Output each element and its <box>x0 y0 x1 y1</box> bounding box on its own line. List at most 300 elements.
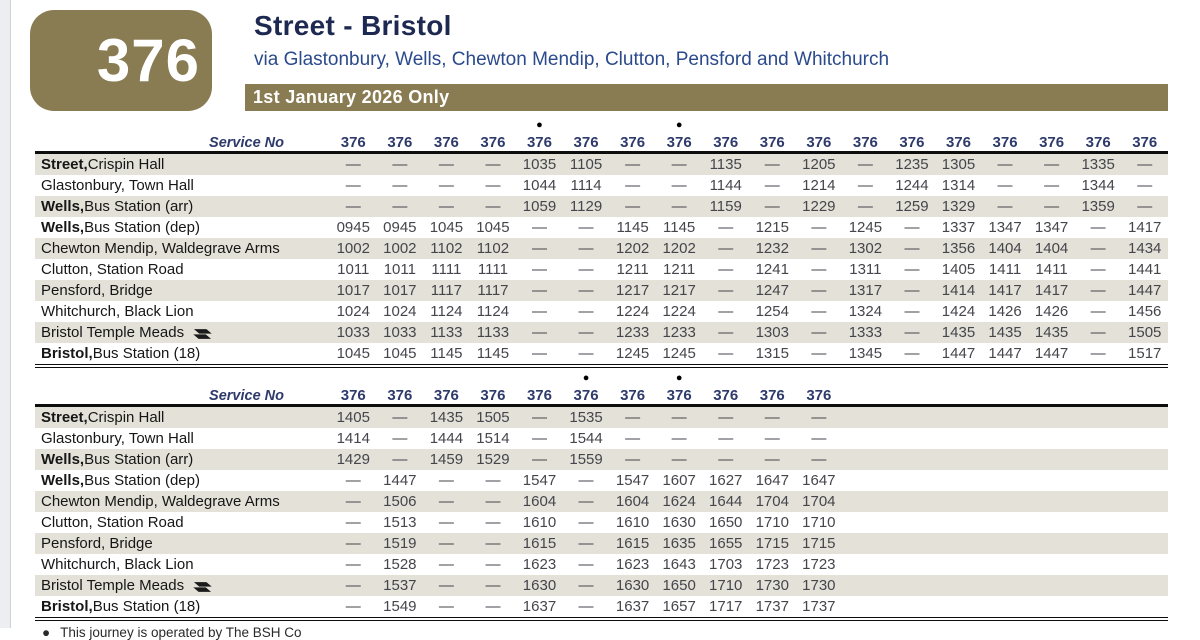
time-cell: 1347 <box>1034 219 1069 236</box>
service-number: 376 <box>526 134 552 151</box>
time-cell: — <box>904 261 920 278</box>
time-cell: — <box>578 282 594 299</box>
time-cell: 1045 <box>336 345 370 362</box>
time-cell: — <box>578 577 594 594</box>
service-number: 376 <box>1132 134 1158 151</box>
time-cell: 1517 <box>1128 345 1162 362</box>
time-cell: 1424 <box>941 303 976 320</box>
time-cell: — <box>1090 240 1106 257</box>
time-cell: 1447 <box>1034 345 1069 362</box>
time-cell: 1017 <box>383 282 417 299</box>
time-cell: — <box>671 198 687 215</box>
time-cell: 1435 <box>1034 324 1069 341</box>
time-cell: 1737 <box>755 598 789 615</box>
time-cell: — <box>764 430 780 447</box>
stop-row <box>35 217 1168 238</box>
time-cell: — <box>578 324 594 341</box>
time-cell: — <box>531 409 547 426</box>
time-cell: 1644 <box>709 493 743 510</box>
service-no-cell <box>796 119 843 151</box>
stop-name <box>35 493 330 510</box>
time-cell: — <box>578 261 594 278</box>
service-number: 376 <box>340 387 366 404</box>
time-cell: — <box>625 430 641 447</box>
time-cell: 1145 <box>476 345 510 362</box>
time-cell: — <box>811 282 827 299</box>
stop-name <box>35 430 330 447</box>
footnote-text: This journey is operated by The BSH Co <box>60 625 302 640</box>
service-no-row <box>35 371 1168 407</box>
time-cell: — <box>997 198 1013 215</box>
time-cell: 1145 <box>430 345 463 362</box>
service-no-label: Service No <box>209 135 284 151</box>
service-no-row <box>35 118 1168 154</box>
stop-name-rest: Pensford, Bridge <box>41 535 153 552</box>
time-cell: — <box>531 345 547 362</box>
service-no-cell <box>1028 119 1075 151</box>
stop-name-rest: Chewton Mendip, Waldegrave Arms <box>41 240 280 257</box>
time-cell: — <box>857 156 873 173</box>
time-cell: — <box>857 177 873 194</box>
time-cell: 1627 <box>709 472 743 489</box>
time-cell: — <box>718 240 734 257</box>
stop-name-bold: Wells, <box>41 451 85 468</box>
time-cell: — <box>438 198 454 215</box>
stop-row <box>35 512 1168 533</box>
time-cell: 1635 <box>662 535 696 552</box>
time-cell: 1235 <box>895 156 929 173</box>
time-cell: — <box>345 198 361 215</box>
stop-name <box>35 282 330 299</box>
time-cell: — <box>811 430 827 447</box>
time-cell: 1233 <box>615 324 650 341</box>
time-cell: — <box>345 535 361 552</box>
time-cell: 1529 <box>476 451 510 468</box>
stop-row <box>35 596 1168 617</box>
time-cell: 0945 <box>336 219 370 236</box>
stop-name-rest: Bus Station (arr) <box>84 198 194 215</box>
time-cell: — <box>671 177 687 194</box>
stop-name <box>35 598 330 615</box>
stop-name <box>35 198 330 215</box>
time-cell: 1214 <box>802 177 836 194</box>
time-cell: 1329 <box>941 198 976 215</box>
stop-name <box>35 345 330 362</box>
time-cell: — <box>578 345 594 362</box>
stop-name-bold: Wells, <box>41 472 85 489</box>
time-cell: — <box>392 156 408 173</box>
time-cell: — <box>1044 198 1060 215</box>
stop-name <box>35 177 330 194</box>
time-cell: 1657 <box>662 598 696 615</box>
stop-name-rest: Bus Station (18) <box>92 598 201 615</box>
stop-row <box>35 196 1168 217</box>
stop-row <box>35 343 1168 364</box>
time-cell: 1259 <box>895 198 929 215</box>
time-cell: 1604 <box>615 493 650 510</box>
time-cell: 1133 <box>430 324 463 341</box>
time-cell: — <box>625 409 641 426</box>
time-cell: 1144 <box>709 177 742 194</box>
time-cell: — <box>718 451 734 468</box>
time-cell: — <box>531 430 547 447</box>
service-no-cell <box>1075 119 1122 151</box>
stop-name-rest: Bus Station (18) <box>92 345 201 362</box>
time-cell: — <box>392 430 408 447</box>
time-cell: — <box>578 493 594 510</box>
time-cell: 1604 <box>522 493 557 510</box>
service-number: 376 <box>1085 134 1111 151</box>
time-cell: 1102 <box>430 240 463 257</box>
time-cell: 1441 <box>1128 261 1162 278</box>
time-cell: — <box>392 177 408 194</box>
time-cell: 0945 <box>383 219 417 236</box>
time-cell: 1426 <box>988 303 1022 320</box>
stop-row <box>35 491 1168 512</box>
service-number: 376 <box>806 387 832 404</box>
time-cell: 1232 <box>755 240 789 257</box>
time-cell: 1723 <box>755 556 789 573</box>
time-cell: 1311 <box>849 261 882 278</box>
stop-row <box>35 154 1168 175</box>
time-cell: 1303 <box>755 324 789 341</box>
time-cell: — <box>718 282 734 299</box>
stop-row <box>35 449 1168 470</box>
service-no-cell <box>982 119 1029 151</box>
time-cell: 1704 <box>802 493 836 510</box>
time-cell: — <box>764 177 780 194</box>
time-cell: 1704 <box>755 493 789 510</box>
time-cell: — <box>857 198 873 215</box>
time-cell: 1217 <box>662 282 696 299</box>
time-cell: 1344 <box>1081 177 1115 194</box>
time-cell: 1710 <box>802 514 836 531</box>
time-cell: 1333 <box>848 324 883 341</box>
stop-name-rest: Whitchurch, Black Lion <box>41 556 194 573</box>
time-cell: 1610 <box>522 514 557 531</box>
stop-name <box>35 577 330 594</box>
time-cell: 1624 <box>662 493 696 510</box>
stop-name <box>35 324 330 341</box>
stop-row <box>35 407 1168 428</box>
time-cell: — <box>904 303 920 320</box>
time-cell: 1547 <box>522 472 557 489</box>
time-cell: — <box>345 514 361 531</box>
service-no-cell <box>423 372 470 404</box>
time-cell: 1102 <box>476 240 510 257</box>
time-cell: 1135 <box>709 156 742 173</box>
time-cell: 1411 <box>1035 261 1068 278</box>
service-no-cell <box>516 119 563 151</box>
service-no-cell <box>702 372 749 404</box>
time-cell: 1447 <box>1128 282 1162 299</box>
time-cell: — <box>671 430 687 447</box>
service-no-cell <box>609 119 656 151</box>
service-number: 376 <box>433 134 459 151</box>
stop-name <box>35 451 330 468</box>
stop-row <box>35 470 1168 491</box>
time-cell: — <box>1090 303 1106 320</box>
time-cell: 1417 <box>1034 282 1069 299</box>
time-cell: 1435 <box>988 324 1022 341</box>
time-cell: — <box>485 198 501 215</box>
service-number: 376 <box>759 387 785 404</box>
time-cell: — <box>438 472 454 489</box>
time-cell: — <box>578 514 594 531</box>
time-cell: — <box>718 219 734 236</box>
time-cell: 1405 <box>336 409 370 426</box>
service-number: 376 <box>713 134 739 151</box>
time-cell: 1444 <box>429 430 464 447</box>
time-cell: — <box>811 345 827 362</box>
time-cell: 1211 <box>616 261 649 278</box>
time-cell: — <box>718 324 734 341</box>
stop-name-rest: Bus Station (arr) <box>84 451 194 468</box>
time-cell: 1414 <box>336 430 370 447</box>
national-rail-icon <box>192 327 213 341</box>
time-cell: — <box>997 177 1013 194</box>
time-cell: 1411 <box>988 261 1022 278</box>
stop-name-rest: Clutton, Station Road <box>41 261 184 278</box>
time-cell: 1730 <box>755 577 789 594</box>
time-cell: — <box>904 345 920 362</box>
time-cell: — <box>1044 156 1060 173</box>
time-cell: — <box>531 303 547 320</box>
time-cell: 1737 <box>802 598 836 615</box>
time-cell: 1417 <box>988 282 1022 299</box>
time-cell: — <box>671 451 687 468</box>
time-cell: — <box>578 303 594 320</box>
service-no-cell <box>563 372 610 404</box>
time-cell: 1630 <box>662 514 696 531</box>
time-cell: 1447 <box>941 345 976 362</box>
stop-name-rest: Glastonbury, Town Hall <box>41 430 194 447</box>
time-cell: 1414 <box>941 282 976 299</box>
time-cell: 1044 <box>522 177 557 194</box>
time-cell: 1233 <box>662 324 696 341</box>
stop-row <box>35 301 1168 322</box>
time-cell: 1244 <box>895 177 929 194</box>
time-cell: — <box>811 409 827 426</box>
time-cell: 1017 <box>336 282 370 299</box>
stop-row <box>35 238 1168 259</box>
time-cell: 1650 <box>662 577 696 594</box>
route-via: via Glastonbury, Wells, Chewton Mendip, Clutton, Pensford and Whitchurch <box>254 49 890 70</box>
service-no-cell <box>749 372 796 404</box>
stop-name-bold: Street, <box>41 409 88 426</box>
stop-row <box>35 554 1168 575</box>
service-no-cell <box>702 119 749 151</box>
time-cell: 1615 <box>522 535 557 552</box>
time-cell: 1459 <box>429 451 464 468</box>
stop-name <box>35 409 330 426</box>
service-number: 376 <box>433 387 459 404</box>
time-cell: 1124 <box>476 303 510 320</box>
stop-name <box>35 219 330 236</box>
time-cell: 1254 <box>755 303 789 320</box>
stop-name-bold: Street, <box>41 156 88 173</box>
time-cell: 1505 <box>476 409 510 426</box>
time-cell: 1224 <box>662 303 696 320</box>
time-cell: 1519 <box>383 535 417 552</box>
time-cell: 1245 <box>615 345 650 362</box>
time-cell: — <box>1137 156 1153 173</box>
time-cell: — <box>485 493 501 510</box>
time-cell: 1359 <box>1081 198 1115 215</box>
time-cell: — <box>811 451 827 468</box>
time-cell: 1124 <box>430 303 463 320</box>
time-cell: 1024 <box>336 303 370 320</box>
time-cell: — <box>438 556 454 573</box>
time-cell: — <box>345 556 361 573</box>
time-cell: 1024 <box>383 303 417 320</box>
service-no-cell <box>470 372 517 404</box>
time-cell: — <box>438 577 454 594</box>
time-cell: 1717 <box>709 598 743 615</box>
time-cell: 1241 <box>755 261 789 278</box>
time-cell: 1033 <box>336 324 370 341</box>
time-cell: 1247 <box>755 282 789 299</box>
time-cell: 1229 <box>802 198 836 215</box>
time-cell: — <box>625 451 641 468</box>
time-cell: 1643 <box>662 556 696 573</box>
time-cell: 1111 <box>431 261 462 278</box>
service-number: 376 <box>713 387 739 404</box>
time-cell: — <box>811 324 827 341</box>
time-cell: 1429 <box>336 451 370 468</box>
time-cell: 1723 <box>802 556 836 573</box>
stop-name <box>35 556 330 573</box>
time-cell: — <box>438 177 454 194</box>
time-cell: — <box>764 451 780 468</box>
time-cell: 1630 <box>522 577 557 594</box>
timing-point-dot: ● <box>675 119 683 131</box>
stop-name <box>35 514 330 531</box>
time-cell: 1513 <box>383 514 417 531</box>
time-cell: 1345 <box>848 345 883 362</box>
time-cell: 1033 <box>383 324 417 341</box>
time-cell: — <box>904 324 920 341</box>
time-cell: 1117 <box>430 282 462 299</box>
service-number: 376 <box>387 134 413 151</box>
time-cell: 1528 <box>383 556 417 573</box>
time-cell: — <box>438 156 454 173</box>
service-no-cell <box>796 372 843 404</box>
time-cell: — <box>485 535 501 552</box>
time-cell: — <box>625 177 641 194</box>
service-number: 376 <box>666 387 692 404</box>
time-cell: 1426 <box>1034 303 1069 320</box>
timetable-section-afternoon <box>35 371 1168 621</box>
time-cell: — <box>438 493 454 510</box>
time-cell: 1145 <box>663 219 696 236</box>
time-cell: 1324 <box>848 303 883 320</box>
time-cell: 1145 <box>616 219 649 236</box>
stop-name <box>35 156 330 173</box>
stop-row <box>35 322 1168 343</box>
time-cell: — <box>578 535 594 552</box>
time-cell: — <box>764 198 780 215</box>
time-cell: — <box>1090 282 1106 299</box>
service-no-cell <box>330 372 377 404</box>
time-cell: 1317 <box>848 282 883 299</box>
stop-name-rest: Crispin Hall <box>87 156 165 173</box>
time-cell: — <box>345 177 361 194</box>
time-cell: 1404 <box>1034 240 1069 257</box>
stop-name-bold: Bristol, <box>41 598 93 615</box>
time-cell: 1537 <box>383 577 417 594</box>
time-cell: 1211 <box>663 261 696 278</box>
service-no-cell <box>377 372 424 404</box>
service-number: 376 <box>992 134 1018 151</box>
time-cell: 1710 <box>755 514 789 531</box>
time-cell: — <box>578 219 594 236</box>
time-cell: 1549 <box>383 598 417 615</box>
time-cell: — <box>345 577 361 594</box>
time-cell: 1623 <box>522 556 557 573</box>
time-cell: 1205 <box>802 156 836 173</box>
time-cell: 1417 <box>1128 219 1162 236</box>
service-number: 376 <box>480 387 506 404</box>
time-cell: — <box>531 240 547 257</box>
time-cell: 1159 <box>709 198 742 215</box>
time-cell: 1506 <box>383 493 417 510</box>
time-cell: — <box>764 156 780 173</box>
stop-name-rest: Bus Station (dep) <box>84 219 200 236</box>
time-cell: — <box>718 261 734 278</box>
time-cell: 1637 <box>522 598 557 615</box>
time-cell: 1059 <box>522 198 557 215</box>
time-cell: — <box>1090 324 1106 341</box>
time-cell: — <box>811 219 827 236</box>
stop-name-bold: Bristol, <box>41 345 93 362</box>
time-cell: 1435 <box>429 409 464 426</box>
service-number: 376 <box>899 134 925 151</box>
time-cell: 1559 <box>569 451 603 468</box>
timetable-section-morning <box>35 118 1168 368</box>
time-cell: — <box>718 345 734 362</box>
time-cell: — <box>904 219 920 236</box>
time-cell: — <box>485 156 501 173</box>
time-cell: — <box>485 556 501 573</box>
service-number: 376 <box>620 134 646 151</box>
time-cell: — <box>1137 198 1153 215</box>
service-no-label: Service No <box>209 388 284 404</box>
time-cell: — <box>392 409 408 426</box>
time-cell: 1245 <box>848 219 883 236</box>
time-cell: — <box>904 240 920 257</box>
time-cell: — <box>764 409 780 426</box>
time-cell: — <box>1090 345 1106 362</box>
service-number: 376 <box>666 134 692 151</box>
time-cell: — <box>345 156 361 173</box>
timing-point-dot: ● <box>582 372 590 384</box>
stop-name-rest: Bristol Temple Meads <box>41 324 185 341</box>
stop-row <box>35 428 1168 449</box>
service-number: 376 <box>526 387 552 404</box>
time-cell: — <box>578 472 594 489</box>
time-cell: — <box>811 240 827 257</box>
time-cell: — <box>811 303 827 320</box>
stop-name <box>35 261 330 278</box>
time-cell: 1245 <box>662 345 696 362</box>
time-cell: 1117 <box>477 282 509 299</box>
stop-row <box>35 259 1168 280</box>
time-cell: — <box>1137 177 1153 194</box>
service-number: 376 <box>387 387 413 404</box>
time-cell: 1637 <box>615 598 650 615</box>
time-cell: 1215 <box>755 219 789 236</box>
